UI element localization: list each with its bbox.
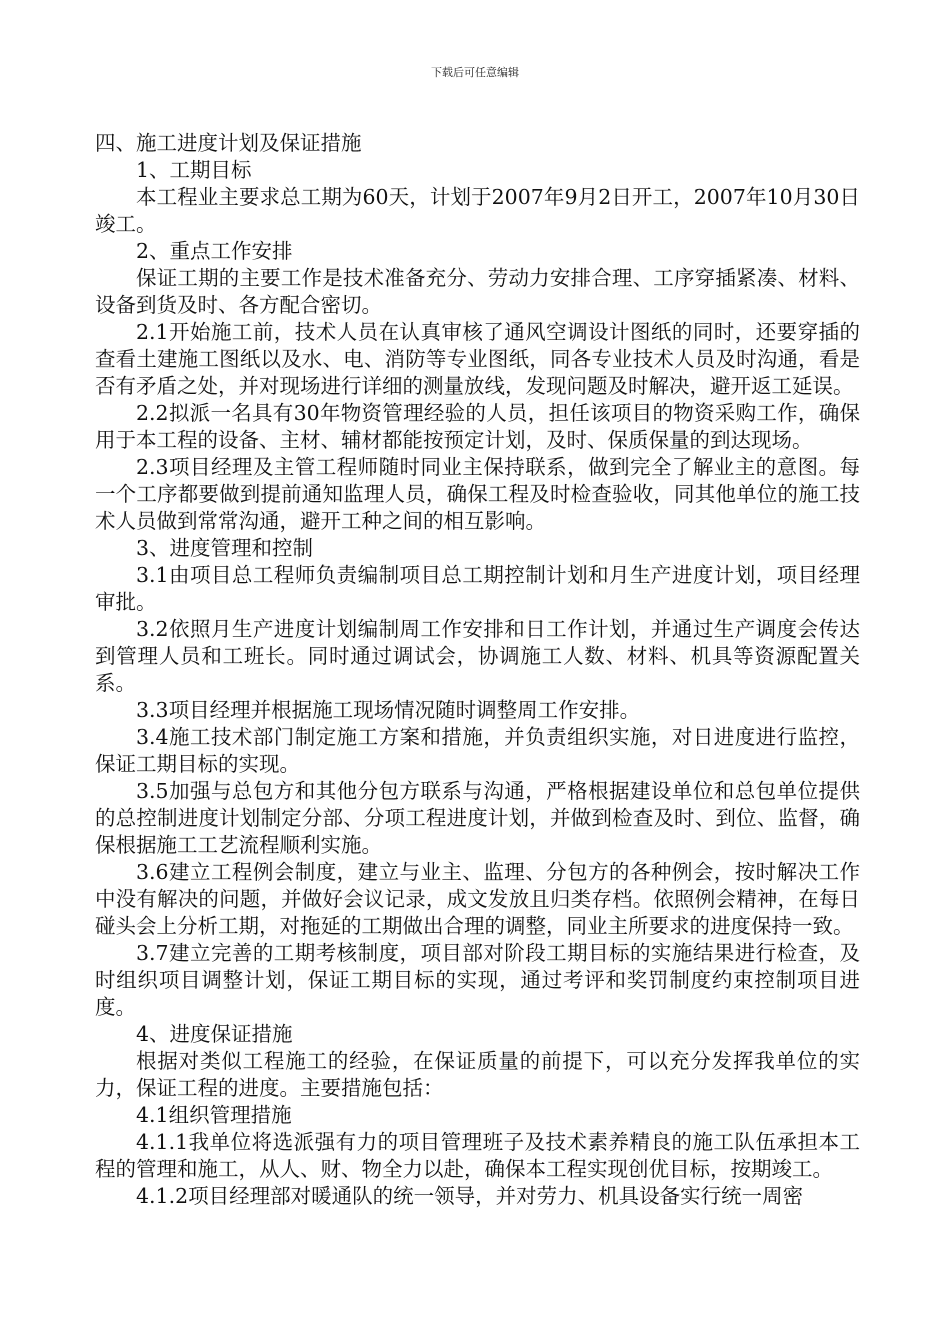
- paragraph: 3.7建立完善的工期考核制度，项目部对阶段工期目标的实施结果进行检查，及时组织项目调整计划，保证工期目标的实现，通过考评和奖罚制度约束控制项目进度。: [95, 941, 860, 1019]
- paragraph: 3.2依照月生产进度计划编制周工作安排和日工作计划，并通过生产调度会传达到管理人员和工班长。同时通过调试会，协调施工人数、材料、机具等资源配置关系。: [95, 617, 860, 695]
- subheading-key-work: 2、重点工作安排: [136, 239, 293, 263]
- section-title: 四、施工进度计划及保证措施: [95, 131, 362, 155]
- subheading-progress-control: 3、进度管理和控制: [136, 536, 314, 560]
- paragraph: 3.6建立工程例会制度，建立与业主、监理、分包方的各种例会，按时解决工作中没有解决的问题，并做好会议记录，成文发放且归类存档。依照例会精神，在每日碰头会上分析工期，对拖延的工期做出合理的调整，同业主所要求的进度保持一致。: [95, 860, 860, 938]
- paragraph: 本工程业主要求总工期为60天，计划于2007年9月2日开工，2007年10月30日竣工。: [95, 185, 860, 236]
- subheading-schedule-goal: 1、工期目标: [136, 158, 252, 182]
- paragraph: 根据对类似工程施工的经验，在保证质量的前提下，可以充分发挥我单位的实力，保证工程的进度。主要措施包括：: [95, 1049, 860, 1100]
- paragraph: 4.1.1我单位将选派强有力的项目管理班子及技术素养精良的施工队伍承担本工程的管理和施工，从人、财、物全力以赴，确保本工程实现创优目标，按期竣工。: [95, 1130, 860, 1181]
- paragraph: 3.5加强与总包方和其他分包方联系与沟通，严格根据建设单位和总包单位提供的总控制进度计划制定分部、分项工程进度计划，并做到检查及时、到位、监督，确保根据施工工艺流程顺利实施。: [95, 779, 860, 857]
- paragraph: 2.3项目经理及主管工程师随时同业主保持联系，做到完全了解业主的意图。每一个工序都要做到提前通知监理人员，确保工程及时检查验收，同其他单位的施工技术人员做到常常沟通，避开工种之间的相互影响。: [95, 455, 860, 533]
- paragraph: 3.1由项目总工程师负责编制项目总工期控制计划和月生产进度计划，项目经理审批。: [95, 563, 860, 614]
- paragraph: 4.1.2项目经理部对暖通队的统一领导，并对劳力、机具设备实行统一周密: [136, 1184, 804, 1208]
- page-header: 下载后可任意编辑: [431, 66, 519, 79]
- subheading-progress-measures: 4、进度保证措施: [136, 1022, 293, 1046]
- paragraph: 2.2拟派一名具有30年物资管理经验的人员，担任该项目的物资采购工作，确保用于本工程的设备、主材、辅材都能按预定计划，及时、保质保量的到达现场。: [95, 401, 860, 452]
- paragraph: 2.1开始施工前，技术人员在认真审核了通风空调设计图纸的同时，还要穿插的查看土建施工图纸以及水、电、消防等专业图纸，同各专业技术人员及时沟通，看是否有矛盾之处，并对现场进行详细的测量放线，发现问题及时解决，避开返工延误。: [95, 320, 860, 398]
- document-body: [95, 130, 860, 1210]
- paragraph: 保证工期的主要工作是技术准备充分、劳动力安排合理、工序穿插紧凑、材料、设备到货及时、各方配合密切。: [95, 266, 860, 317]
- paragraph: 3.4施工技术部门制定施工方案和措施，并负责组织实施，对日进度进行监控，保证工期目标的实现。: [95, 725, 860, 776]
- subheading-organization: 4.1组织管理措施: [136, 1103, 292, 1127]
- paragraph: 3.3项目经理并根据施工现场情况随时调整周工作安排。: [136, 698, 641, 722]
